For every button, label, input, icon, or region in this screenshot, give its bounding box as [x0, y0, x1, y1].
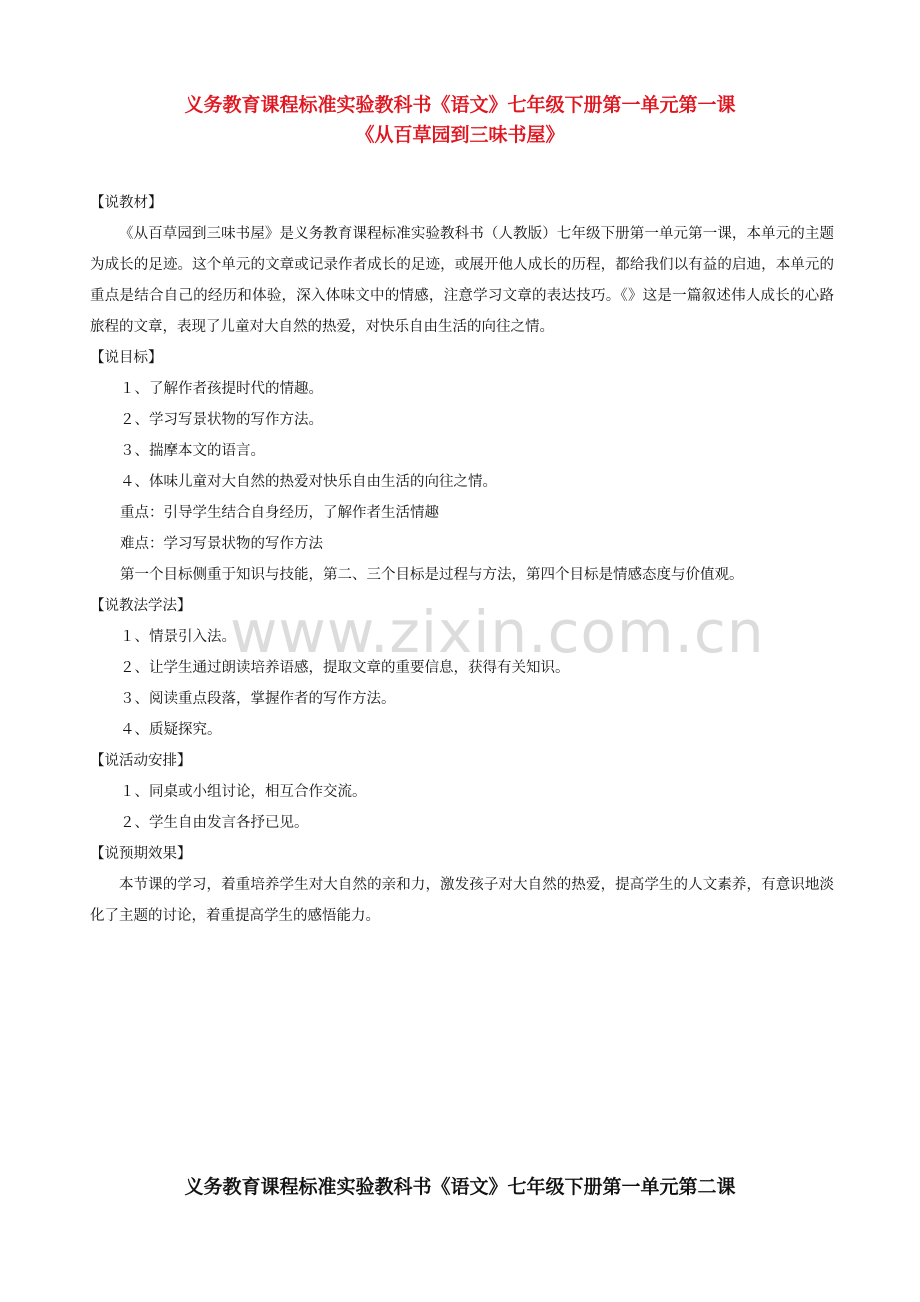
goal-item: ２、学习写景状物的写作方法。: [120, 412, 323, 428]
goal-item: １、了解作者孩提时代的情趣。: [120, 381, 323, 397]
goal-item: ３、揣摩本文的语言。: [120, 443, 265, 459]
section-heading-effects: 【说预期效果】: [90, 846, 192, 862]
section-heading-activities: 【说活动安排】: [90, 753, 192, 769]
watermark: www.zixin.com.cn: [230, 598, 765, 666]
document-body: [90, 188, 834, 932]
method-item: ４、质疑探究。: [120, 722, 222, 738]
method-item: １、情景引入法。: [120, 629, 236, 645]
textbook-paragraph: 《从百草园到三味书屋》是义务教育课程标准实验教科书（人教版）七年级下册第一单元第一课，本单元的主题为成长的足迹。这个单元的文章或记录作者成长的足迹，或展开他人成长的历程，都给我们以有益的启迪，本单元的重点是结合自己的经历和体验，深入体味文中的情感，注意学习文章的表达技巧。《》这是一篇叙述伟人成长的心路旅程的文章，表现了儿童对大自然的热爱，对快乐自由生活的向往之情。: [90, 226, 834, 335]
lesson-subtitle: 《从百草园到三味书屋》: [355, 124, 565, 146]
section-heading-methods: 【说教法学法】: [90, 598, 192, 614]
section-heading-goals: 【说目标】: [90, 350, 163, 366]
method-item: ２、让学生通过朗读培养语感，提取文章的重要信息，获得有关知识。: [120, 660, 570, 676]
method-item: ３、阅读重点段落，掌握作者的写作方法。: [120, 691, 396, 707]
goal-key-point: 重点：引导学生结合自身经历，了解作者生活情趣: [120, 505, 439, 521]
goal-summary: 第一个目标侧重于知识与技能，第二、三个目标是过程与方法，第四个目标是情感态度与价值观。: [120, 567, 744, 583]
goal-item: ４、体味儿童对大自然的热爱对快乐自由生活的向往之情。: [120, 474, 497, 490]
activity-item: ２、学生自由发言各抒已见。: [120, 815, 309, 831]
next-lesson-title: 义务教育课程标准实验教科书《语文》七年级下册第一单元第二课: [184, 1176, 736, 1198]
section-heading-textbook: 【说教材】: [90, 195, 163, 211]
goal-difficulty: 难点：学习写景状物的写作方法: [120, 536, 323, 552]
activity-item: １、同桌或小组讨论，相互合作交流。: [120, 784, 367, 800]
effects-paragraph: 本节课的学习，着重培养学生对大自然的亲和力，激发孩子对大自然的热爱，提高学生的人文素养，有意识地淡化了主题的讨论，着重提高学生的感悟能力。: [90, 877, 834, 924]
lesson-title: 义务教育课程标准实验教科书《语文》七年级下册第一单元第一课: [184, 94, 736, 116]
